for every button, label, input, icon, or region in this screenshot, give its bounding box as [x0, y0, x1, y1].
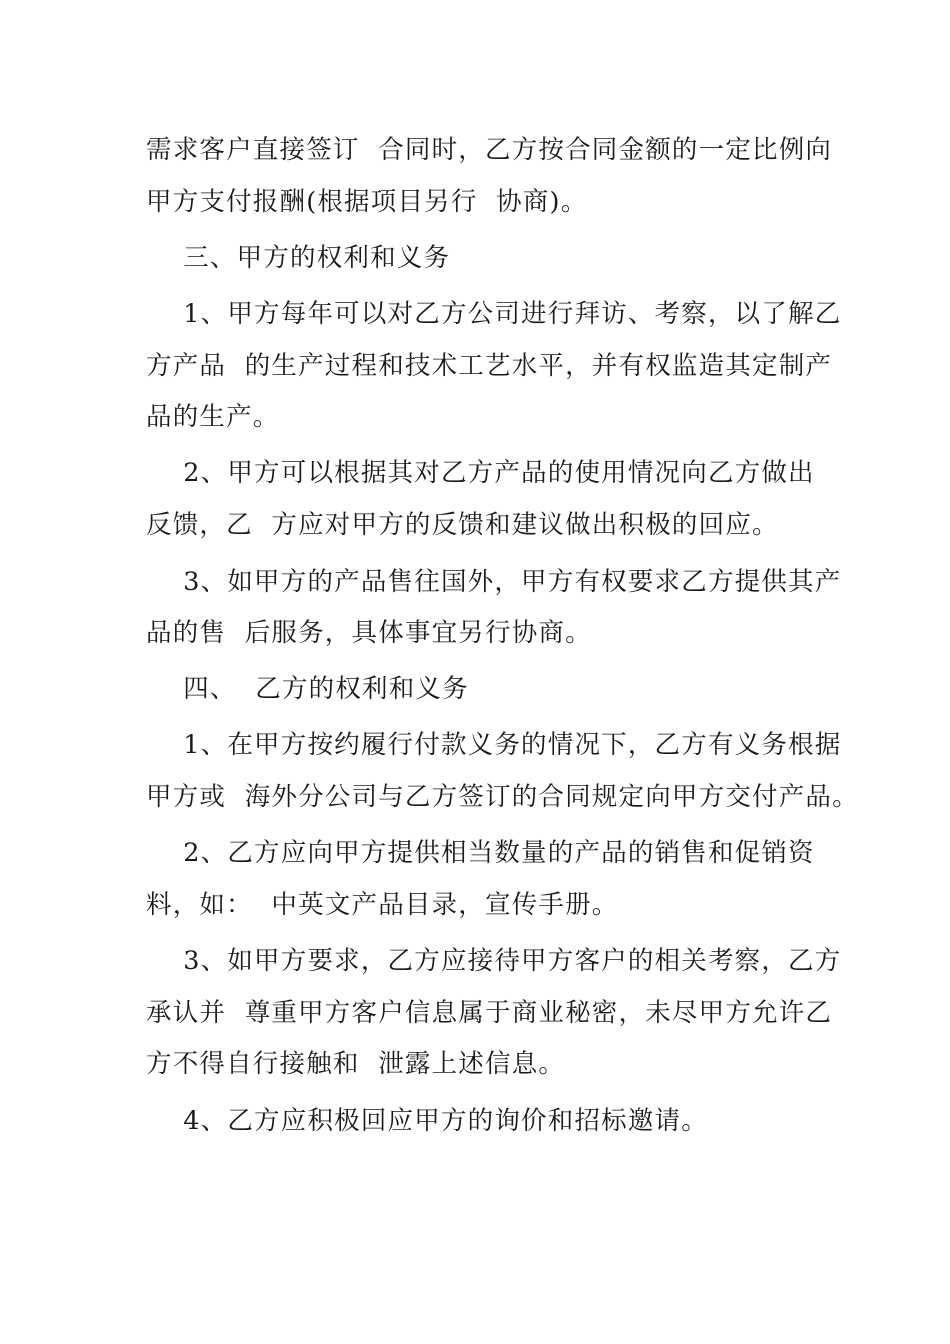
text-line: 1、甲方每年可以对乙方公司进行拜访、考察，以了解乙: [146, 299, 842, 329]
text-line: 1、在甲方按约履行付款义务的情况下，乙方有义务根据: [146, 730, 842, 760]
text-line: 2、乙方应向甲方提供相当数量的产品的销售和促销资: [146, 838, 815, 868]
text-line: 2、甲方可以根据其对乙方产品的使用情况向乙方做出: [146, 458, 815, 488]
text-line: 承认并 尊重甲方客户信息属于商业秘密，未尽甲方允许乙: [146, 998, 833, 1028]
text-line: 品的售 后服务，具体事宜另行协商。: [146, 618, 592, 648]
section-heading: 四、 乙方的权利和义务: [146, 674, 469, 704]
text-line: 3、如甲方的产品售往国外，甲方有权要求乙方提供其产: [146, 567, 842, 597]
text-line: 方产品 的生产过程和技术工艺水平，并有权监造其定制产: [146, 351, 833, 381]
text-line: 3、如甲方要求，乙方应接待甲方客户的相关考察，乙方: [146, 946, 842, 976]
text-line: 料，如： 中英文产品目录，宣传手册。: [146, 890, 619, 920]
section-heading: 三、甲方的权利和义务: [146, 243, 451, 273]
text-line: 甲方支付报酬(根据项目另行 协商)。: [146, 187, 588, 217]
text-line: 甲方或 海外分公司与乙方签订的合同规定向甲方交付产品。: [146, 782, 859, 812]
text-line: 品的生产。: [146, 402, 280, 432]
text-line: 反馈，乙 方应对甲方的反馈和建议做出积极的回应。: [146, 510, 779, 540]
text-line: 方不得自行接触和 泄露上述信息。: [146, 1049, 566, 1079]
text-line: 需求客户直接签订 合同时，乙方按合同金额的一定比例向: [146, 135, 833, 165]
text-line: 4、乙方应积极回应甲方的询价和招标邀请。: [146, 1106, 708, 1136]
